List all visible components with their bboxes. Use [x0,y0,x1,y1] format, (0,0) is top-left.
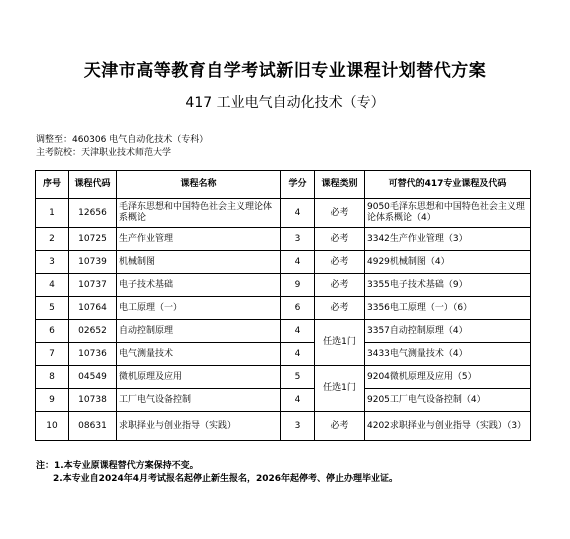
cell-credit: 4 [281,199,315,228]
header-no: 序号 [36,171,69,199]
cell-code: 10764 [69,297,117,320]
cell-replacement: 3355电子技术基础（9） [365,274,531,297]
cell-credit: 4 [281,251,315,274]
cell-credit: 3 [281,412,315,441]
cell-no: 6 [36,320,69,343]
cell-category: 必考 [315,274,365,297]
cell-credit: 4 [281,320,315,343]
note-2: 2.本专业自2024年4月考试报名起停止新生报名，2026年起停考、停止办理毕业证。 [53,474,399,484]
cell-no: 5 [36,297,69,320]
cell-code: 04549 [69,366,117,389]
cell-no: 9 [36,389,69,412]
cell-replacement: 3356电工原理（一）（6） [365,297,531,320]
table-row [36,199,531,228]
cell-replacement: 9050毛泽东思想和中国特色社会主义理论体系概论（4） [365,199,531,228]
cell-name: 毛泽东思想和中国特色社会主义理论体系概论 [117,199,281,228]
cell-no: 1 [36,199,69,228]
table-row [36,320,531,343]
cell-category-merged: 任选1门 [315,320,365,366]
cell-no: 10 [36,412,69,441]
cell-category: 必考 [315,412,365,441]
cell-replacement: 3433电气测量技术（4） [365,343,531,366]
cell-category: 必考 [315,251,365,274]
cell-name: 生产作业管理 [117,228,281,251]
document-title: 天津市高等教育自学考试新旧专业课程计划替代方案 [83,61,487,81]
cell-code: 02652 [69,320,117,343]
header-code: 课程代码 [69,171,117,199]
cell-name: 机械制图 [117,251,281,274]
cell-replacement: 9205工厂电气设备控制（4） [365,389,531,412]
table-row [36,297,531,320]
table-row [36,251,531,274]
cell-name: 工厂电气设备控制 [117,389,281,412]
cell-name: 电气测量技术 [117,343,281,366]
cell-replacement: 9204微机原理及应用（5） [365,366,531,389]
cell-credit: 4 [281,389,315,412]
cell-category: 必考 [315,297,365,320]
cell-code: 10738 [69,389,117,412]
cell-replacement: 4202求职择业与创业指导（实践）（3） [365,412,531,441]
cell-no: 8 [36,366,69,389]
document-subtitle: 417 工业电气自动化技术（专） [185,95,385,111]
header-credit: 学分 [281,171,315,199]
adjusted-to-line: 调整至：460306 电气自动化技术（专科） [36,135,209,145]
cell-name: 电工原理（一） [117,297,281,320]
cell-name: 微机原理及应用 [117,366,281,389]
cell-credit: 6 [281,297,315,320]
cell-category-merged: 任选1门 [315,366,365,412]
header-name: 课程名称 [117,171,281,199]
cell-code: 10736 [69,343,117,366]
cell-code: 10725 [69,228,117,251]
cell-replacement: 3357自动控制原理（4） [365,320,531,343]
cell-name: 自动控制原理 [117,320,281,343]
table-row [36,228,531,251]
cell-no: 3 [36,251,69,274]
cell-name: 求职择业与创业指导（实践） [117,412,281,441]
cell-replacement: 3342生产作业管理（3） [365,228,531,251]
header-category: 课程类别 [315,171,365,199]
cell-code: 08631 [69,412,117,441]
cell-no: 7 [36,343,69,366]
cell-no: 2 [36,228,69,251]
cell-replacement: 4929机械制图（4） [365,251,531,274]
cell-credit: 5 [281,366,315,389]
table-row [36,343,531,366]
table-row [36,412,531,441]
table-row [36,274,531,297]
cell-credit: 9 [281,274,315,297]
header-replacement: 可替代的417专业课程及代码 [365,171,531,199]
cell-name: 电子技术基础 [117,274,281,297]
course-replacement-table [35,170,531,441]
cell-credit: 4 [281,343,315,366]
cell-credit: 3 [281,228,315,251]
cell-category: 必考 [315,228,365,251]
host-school-line: 主考院校：天津职业技术师范大学 [36,148,172,158]
cell-code: 10737 [69,274,117,297]
cell-code: 12656 [69,199,117,228]
table-header-row [36,171,531,199]
table-row [36,389,531,412]
cell-no: 4 [36,274,69,297]
note-1: 注：1.本专业原课程替代方案保持不变。 [36,461,199,471]
table-row [36,366,531,389]
cell-code: 10739 [69,251,117,274]
cell-category: 必考 [315,199,365,228]
